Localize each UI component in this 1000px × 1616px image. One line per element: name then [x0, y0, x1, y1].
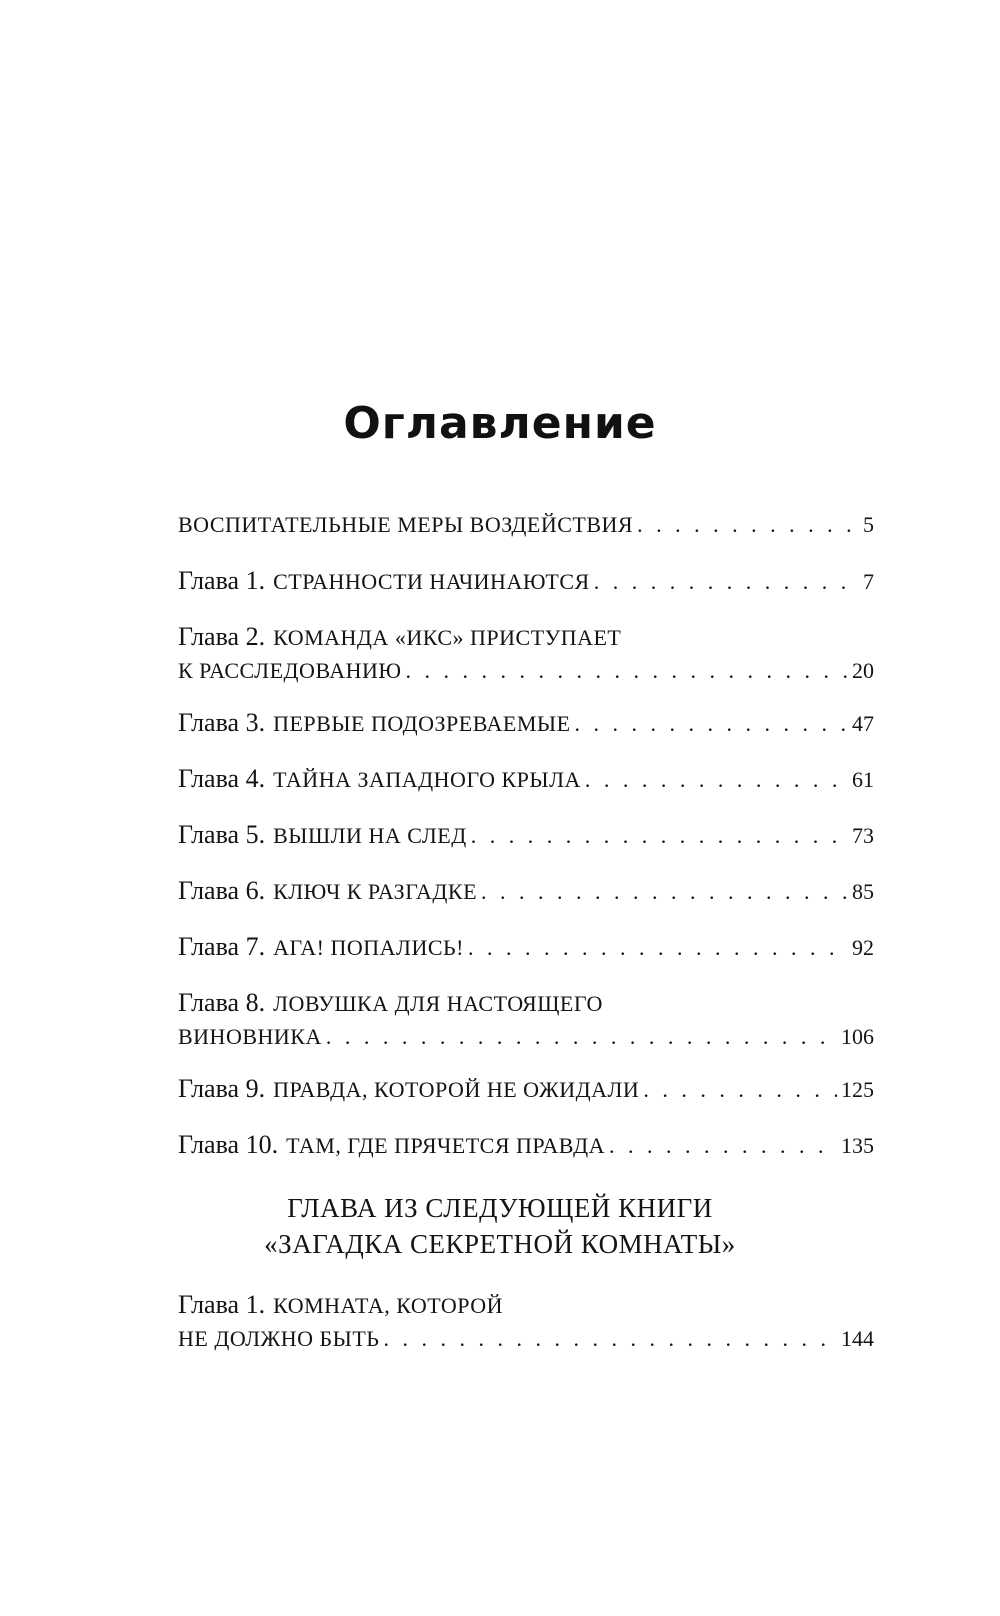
toc-entry-page: 125	[841, 1077, 874, 1102]
next-book-entry	[178, 1288, 874, 1356]
toc-entry-name: АГА! ПОПАЛИСЬ!	[273, 935, 464, 960]
toc-entry-chapter: Глава 9.	[178, 1074, 266, 1103]
toc-entry	[178, 874, 874, 908]
toc-entry-chapter: Глава 10.	[178, 1130, 279, 1159]
leader-dots	[637, 508, 859, 542]
toc-entry-name: ПЕРВЫЕ ПОДОЗРЕВАЕМЫЕ	[273, 711, 571, 736]
toc-entry-name-line1: КОМАНДА «ИКС» ПРИСТУПАЕТ	[273, 625, 622, 650]
next-book-heading-line2: «ЗАГАДКА СЕКРЕТНОЙ КОМНАТЫ»	[264, 1229, 736, 1259]
toc-entry-page: 7	[863, 569, 874, 594]
leader-dots	[585, 763, 848, 797]
toc-entry-name: ВОСПИТАТЕЛЬНЫЕ МЕРЫ ВОЗДЕЙСТВИЯ	[178, 512, 634, 537]
toc-entry-name: СТРАННОСТИ НАЧИНАЮТСЯ	[273, 569, 590, 594]
toc-entry-page: 5	[863, 512, 874, 537]
toc-entry	[178, 1128, 874, 1162]
toc-entry-chapter: Глава 5.	[178, 820, 266, 849]
toc-entry-page: 47	[852, 711, 874, 736]
toc-entry-chapter: Глава 6.	[178, 876, 266, 905]
toc-entry-chapter: Глава 2.	[178, 622, 266, 651]
toc-entry-page: 92	[852, 935, 874, 960]
toc-entry-page: 144	[841, 1326, 874, 1351]
toc-entry-chapter: Глава 1.	[178, 566, 266, 595]
toc-entry	[178, 620, 874, 688]
leader-dots	[575, 707, 848, 741]
toc-entry-name: КЛЮЧ К РАЗГАДКЕ	[273, 879, 478, 904]
toc-entry-name: ВЫШЛИ НА СЛЕД	[273, 823, 467, 848]
leader-dots	[609, 1129, 837, 1163]
leader-dots	[594, 565, 859, 599]
leader-dots	[326, 1020, 837, 1054]
toc-entry	[178, 1072, 874, 1106]
toc-entry-chapter: Глава 3.	[178, 708, 266, 737]
toc-entry-name: НЕ ДОЛЖНО БЫТЬ	[178, 1326, 380, 1351]
toc-entry-name-line1: КОМНАТА, КОТОРОЙ	[273, 1293, 504, 1318]
toc-entry	[178, 508, 874, 542]
toc-entry-chapter: Глава 7.	[178, 932, 266, 961]
toc-entry-page: 20	[852, 658, 874, 683]
toc-entry-chapter: Глава 8.	[178, 988, 266, 1017]
toc-entry	[178, 930, 874, 964]
toc-entry-page: 135	[841, 1133, 874, 1158]
next-book-heading-line1: ГЛАВА ИЗ СЛЕДУЮЩЕЙ КНИГИ	[287, 1193, 713, 1223]
toc-entry-name: ТАЙНА ЗАПАДНОГО КРЫЛА	[273, 767, 581, 792]
toc-entry-name: К РАССЛЕДОВАНИЮ	[178, 658, 402, 683]
toc-entry-chapter: Глава 4.	[178, 764, 266, 793]
page-title: Оглавление	[343, 398, 657, 449]
toc-entry-name: ВИНОВНИКА	[178, 1024, 322, 1049]
toc-entry	[178, 762, 874, 796]
toc-entry-name: ПРАВДА, КОТОРОЙ НЕ ОЖИДАЛИ	[273, 1077, 640, 1102]
toc-entry	[178, 564, 874, 598]
leader-dots	[406, 654, 848, 688]
next-book-heading	[0, 1190, 1000, 1262]
toc-entry-page: 85	[852, 879, 874, 904]
toc-entry-page: 73	[852, 823, 874, 848]
leader-dots	[383, 1322, 837, 1356]
leader-dots	[481, 875, 848, 909]
toc-entry-page: 61	[852, 767, 874, 792]
toc-entry	[178, 986, 874, 1054]
toc-entry	[178, 818, 874, 852]
leader-dots	[643, 1073, 837, 1107]
toc-entry-page: 106	[841, 1024, 874, 1049]
leader-dots	[471, 819, 848, 853]
leader-dots	[468, 931, 848, 965]
toc-entry	[178, 706, 874, 740]
toc-entry-chapter: Глава 1.	[178, 1290, 266, 1319]
toc-entry-name-line1: ЛОВУШКА ДЛЯ НАСТОЯЩЕГО	[273, 991, 603, 1016]
toc-entry-name: ТАМ, ГДЕ ПРЯЧЕТСЯ ПРАВДА	[286, 1133, 605, 1158]
